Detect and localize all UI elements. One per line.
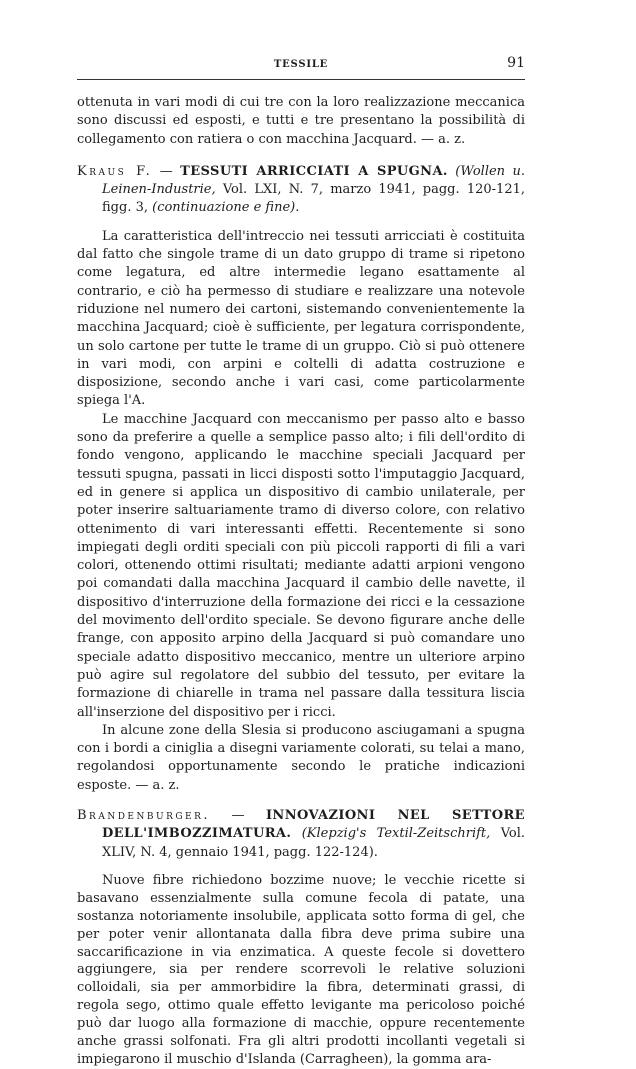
continuation-note: (continuazione e fine). <box>147 200 300 216</box>
header-rule <box>77 79 525 80</box>
bibliographic-reference <box>77 163 525 218</box>
article-title: TESSUTI ARRICCIATI A SPUGNA. <box>180 163 448 179</box>
dash: — <box>152 163 181 179</box>
source-details: Vol. XLIV, N. 4, gennaio 1941, pagg. 122-124). <box>102 826 526 860</box>
source-details: Vol. LXI, N. 7, marzo 1941, pagg. 120-121, figg. 3, <box>102 182 525 216</box>
body-paragraph: Nuove fibre richiedono bozzime nuove; le vecchie ricette si basavano essenzialmente sulla comune fecola di patate, una sostanza notoriamente insolubile, applicata sotto forma di gel, che per poter venir allontanata dalla fibra deve prima subire una saccarificazione in via enzimatica. A queste fecole si dovettero aggiungere, sia per rendere scorrevoli le relative soluzioni colloidali, sia per ammorbidire la fibra, determinati grassi, di regola sego, ottimo quale effetto levigante ma pericoloso poiché può dar luogo alla formazione di macchie, oppure recentemente anche grassi solfonati. Fra gli altri prodotti incollanti vegetali si impiegarono il muschio d'Islanda (Carragheen), la gomma ara- <box>77 872 525 1067</box>
author-name: Brandenburger. <box>77 807 211 823</box>
article-title: INNOVAZIONI NEL SETTORE DELL'IMBOZZIMATURA. <box>102 807 525 842</box>
source-journal: (Klepzig's Textil-Zeitschrift, <box>291 826 491 842</box>
running-title: TESSILE <box>273 59 329 70</box>
body-paragraph: Le macchine Jacquard con meccanismo per passo alto e basso sono da preferire a quelle a semplice passo alto; i fili dell'ordito di fondo vengono, applicando le macchine speciali Jacquard per tessuti spugna, passati in licci disposti sotto l'imputaggio Jacquard, ed in genere si applica un dispositivo di cambio unilaterale, per poter inserire saltuariamente tramo di diverso colore, con relativo ottenimento di vari interessanti effetti. Recentemente si sono impiegati degli orditi speciali con più piccoli rapporti di fili a vari colori, ottenendo ottimi risultati; mediante adatti arpioni vengono poi comandati dalla macchina Jacquard il cambio delle navette, il dispositivo d'interruzione della formazione dei ricci e la cessazione del movimento dell'ordito speciale. Se devono figurare anche delle frange, con apposito arpino della Jacquard si può comandare uno speciale adatto dispositivo meccanico, mentre un ulteriore arpino può agire sul regolatore del subbio del tessuto, per evitare la formazione di chiarelle in trama nel passare dalla tessitura liscia all'inserzione del dispositivo per i ricci. <box>77 411 525 720</box>
abstract-entry-kraus <box>77 163 525 795</box>
body-paragraph: In alcune zone della Slesia si producono asciugamani a spugna con i bordi a ciniglia a disegni variamente colorati, su telai a mano, regolandosi opportunamente secondo le pratiche indicazioni esposte. — a. z. <box>77 722 525 793</box>
page-body <box>77 94 525 1069</box>
dash: — <box>210 807 266 823</box>
body-paragraph: La caratteristica dell'intreccio nei tessuti arricciati è costituita dal fatto che singole trame di un dato gruppo di trame si ripetono come legatura, ed altre intermedie legano esattamente al contrario, e ciò ha permesso di studiare e realizzare una notevole riduzione nel numero dei cartoni, sistemando convenientemente la macchina Jacquard; cioè è sufficiente, per legatura corrispondente, un solo cartone per tutte le trame di un gruppo. Ciò si può ottenere in vari modi, con arpini e coltelli di adatta costruzione e disposizione, secondo anche i vari casi, come particolarmente spiega l'A. <box>77 228 525 409</box>
abstract-entry-brandenburger <box>77 807 525 1069</box>
running-header <box>77 55 525 75</box>
bibliographic-reference <box>77 807 525 862</box>
intro-paragraph: ottenuta in vari modi di cui tre con la loro realizzazione meccanica sono discussi ed esposti, e tutti e tre presentano la possibilità di collegamento con ratiera o con macchina Jacquard. — a. z. <box>77 95 525 147</box>
author-name: Kraus F. <box>77 163 153 179</box>
page-number: 91 <box>507 55 525 71</box>
source-journal: (Wollen u. Leinen-Industrie, <box>102 163 525 198</box>
